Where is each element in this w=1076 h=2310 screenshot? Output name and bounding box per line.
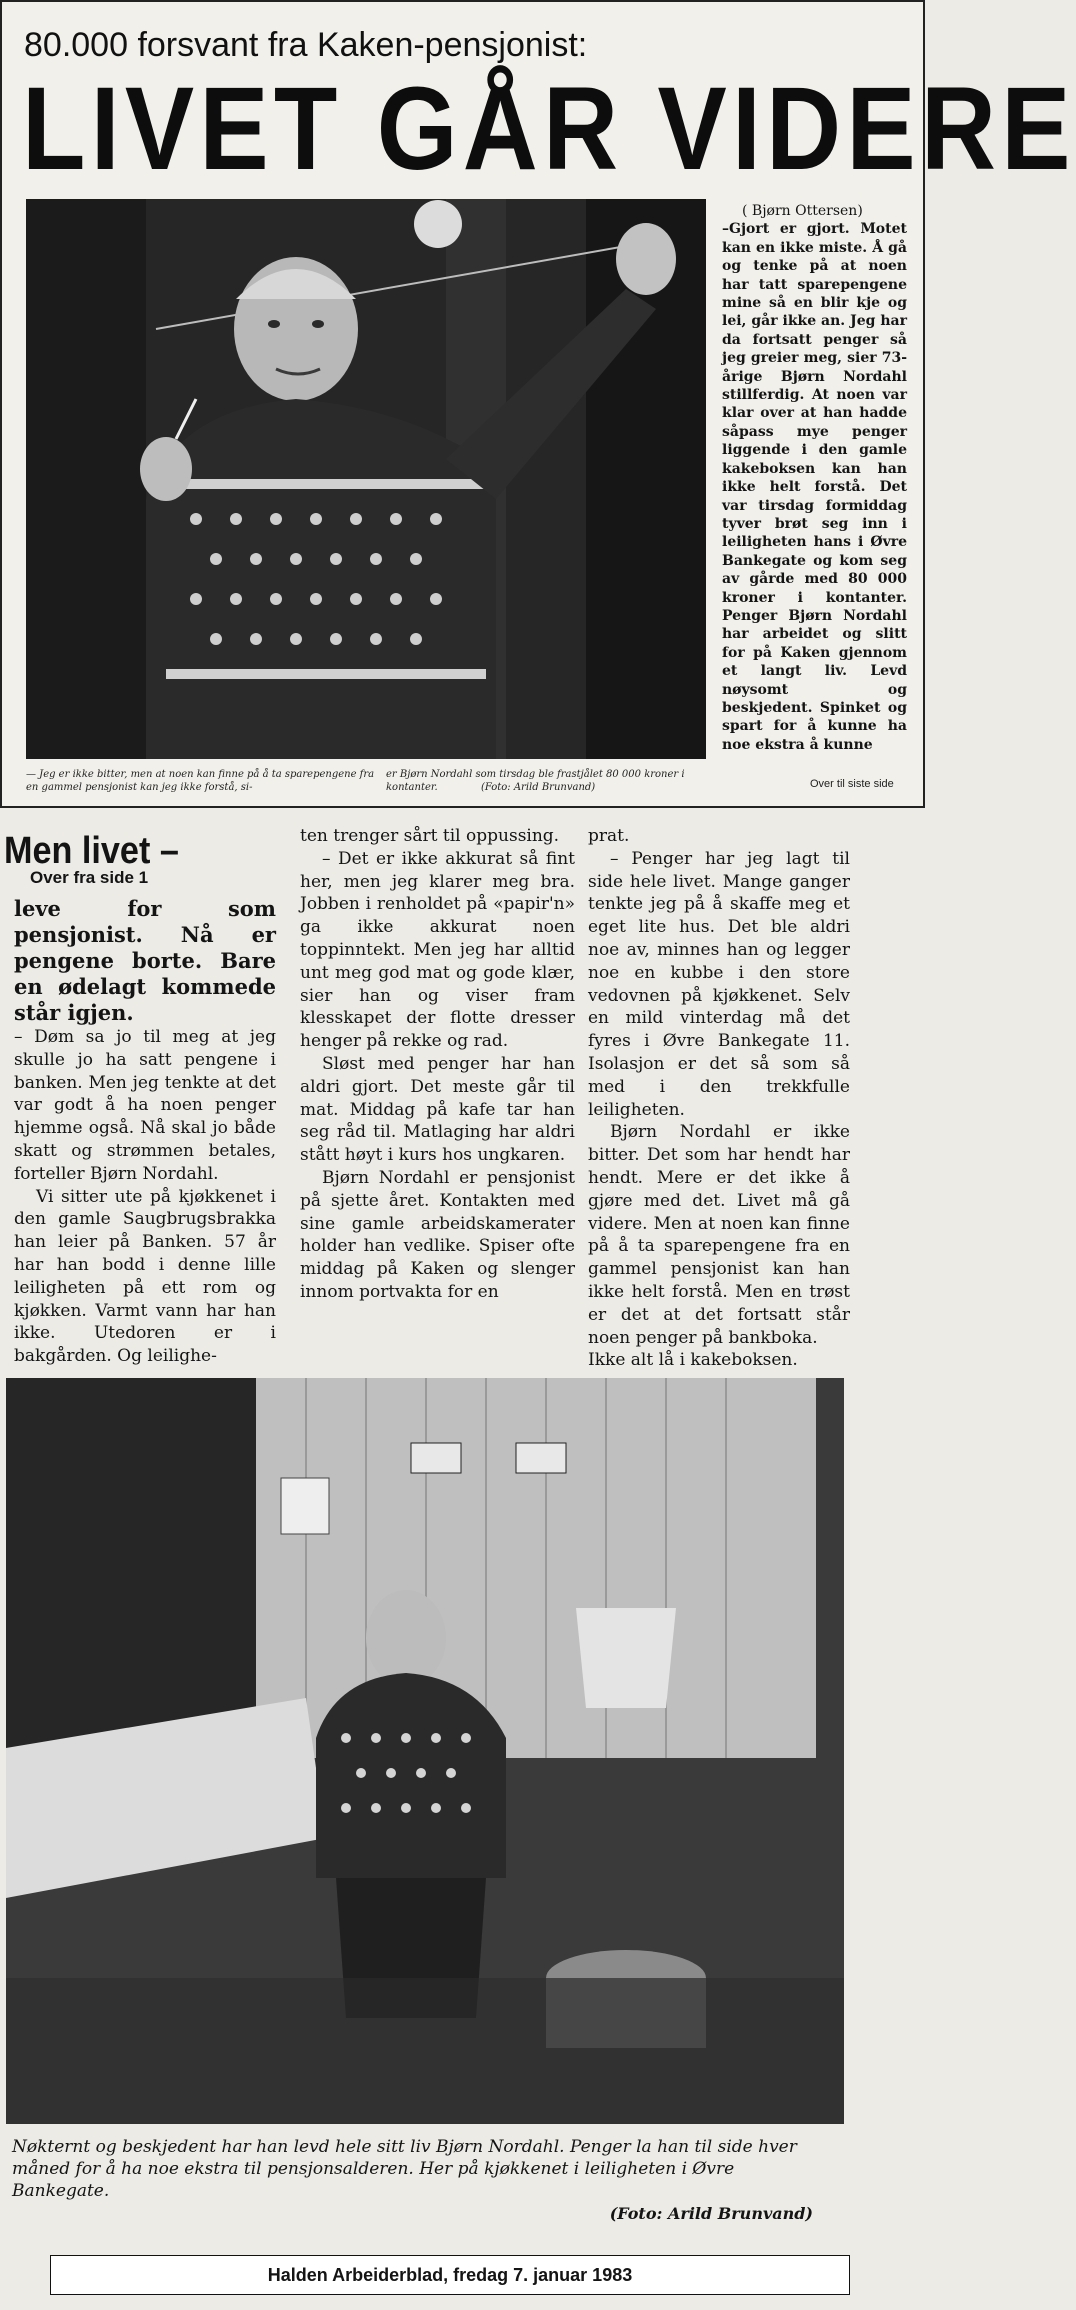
article-column-2 [300,825,575,1304]
column-2-paragraph: Sløst med penger har han aldri gjort. Det meste går til mat. Middag på kafe tar han seg råd til. Matlaging har aldri stått høyt i kurs hos ungkaren. [300,1053,575,1166]
headline: LIVET GÅR VIDERE [22,63,1076,195]
continuation-heading: Men livet – [4,830,179,872]
column-3-paragraph: Bjørn Nordahl er ikke bitter. Det som har hendt har hendt. Mere er det ikke å gjøre med det. Livet må gå videre. Men at noen kan finne på å ta sparepengene fra en gammel pensjonist kan han ikke helt forstå. Men en trøst er det at det fortsatt står noen penger på bankboka. [588,1122,850,1348]
column-1-paragraph: Vi sitter ute på kjøkkenet i den gamle Saugbrugsbrakka han leier på Banken. 57 år har han bodd i denne lille leiligheten på ett rom og kjøkken. Varmt vann har han ikke. Utedoren er i bakgården. Og leilighe- [14,1186,276,1367]
kitchen-photo [6,1378,844,2124]
lead-column-text: –Gjort er gjort. Motet kan en ikke miste. Å gå og tenke på at noen har tatt sparepengene mine så en blir kje og lei, går ikke an. Jeg har da fortsatt penger så jeg greier meg, sier 73-årige Bjørn Nordahl stillferdig. At noen var klar over at han hadde såpass mye penger liggende i den gamle kakeboksen kan han ikke helt forstå. Det var tirsdag formiddag tyver brøt seg inn i leiligheten hans i Øvre Bankegate og kom seg av gårde med 80 000 kroner i kontanter. Penger Bjørn Nordahl har arbeidet og slitt for på Kaken gjennom et langt liv. Levd nøysomt og beskjedent. Spinket og spart for å kunne ha noe ekstra å kunne [722,221,907,753]
kicker: 80.000 forsvant fra Kaken-pensjonist: [24,26,588,64]
column-1-lead: leve for som pensjonist. Nå er pengene borte. Bare en ødelagt kommede står igjen. [14,896,276,1025]
portrait-photo [26,199,706,759]
portrait-caption-right [386,768,706,794]
kitchen-photo-caption: Nøkternt og beskjedent har han levd hele sitt liv Bjørn Nordahl. Penger la han til side hver måned for å ha noe ekstra til pensjonsalderen. Her på kjøkkenet i leiligheten i Øvre Bankegate. [12,2137,797,2201]
front-page-clipping [0,0,1076,808]
column-2-paragraph: Bjørn Nordahl er pensjonist på sjette året. Kontakten med sine gamle arbeidskamerater holder han vedlike. Spiser ofte middag på Kaken og slenger innom portvakta for en [300,1167,575,1302]
source-line: Halden Arbeiderblad, fredag 7. januar 1983 [50,2255,850,2295]
kitchen-photo-illustration [6,1378,844,2124]
column-1-paragraph: – Døm sa jo til meg at jeg skulle jo ha satt pengene i banken. Men jeg tenkte at det var godt å ha noen penger hjemme også. Nå skal jo både skatt og strømmen betales, forteller Bjørn Nordahl. [14,1027,276,1184]
column-2-paragraph: – Det er ikke akkurat så fint her, men jeg klarer meg bra. Jobben i renholdet på «papir'n» ga ikke akkurat noen toppinntekt. Men jeg har alltid unt meg god mat og gode klær, sier han og viser fram klesskapet der flotte dresser henger på rekke og rad. [300,848,575,1052]
column-3-paragraph: Ikke alt lå i kakeboksen. [588,1350,798,1371]
column-2-paragraph: ten trenger sårt til oppussing. [300,826,560,846]
column-3-paragraph: – Penger har jeg lagt til side hele livet. Mange ganger tenkte jeg på å skaffe meg et eget lite hus. Det ble aldri noe av, minnes han og legger noe en kubbe i den store vedovnen på kjøkkenet. Selv en mild vinterdag må det fyres i Øvre Bankegate 11. Isolasjon er det så som så med i den trekkfulle leiligheten. [588,848,850,1120]
portrait-caption-left: — Jeg er ikke bitter, men at noen kan finne på å ta sparepengene fra en gammel pensjonist kan jeg ikke forstå, si- [26,769,375,793]
portrait-photo-illustration [26,199,706,759]
continuation-from: Over fra side 1 [30,868,149,887]
kitchen-photo-credit: (Foto: Arild Brunvand) [609,2204,813,2223]
article-column-1 [14,896,276,1368]
portrait-caption-right-text: er Bjørn Nordahl som tirsdag ble frastjålet 80 000 kroner i kontanter. [386,769,685,793]
portrait-photo-credit: (Foto: Arild Brunvand) [480,782,596,793]
continued-note: Over til siste side [810,778,894,790]
column-3-paragraph: prat. [588,826,630,846]
lead-column [722,202,907,754]
byline: ( Bjørn Ottersen) [742,203,863,219]
article-column-3 [588,825,850,1372]
